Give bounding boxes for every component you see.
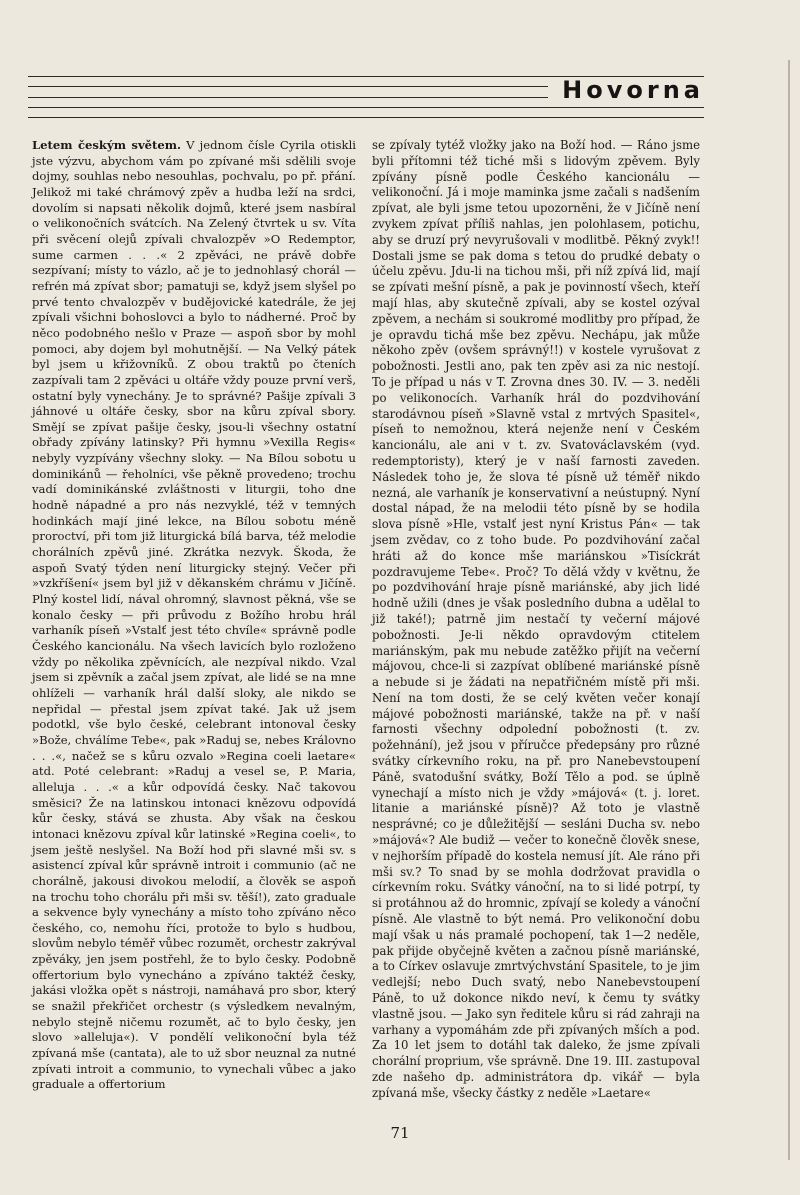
section-title: Hovorna [562, 76, 704, 104]
page-edge-mark [788, 60, 790, 1160]
article-paragraph-left [32, 138, 356, 1093]
header-rule [28, 117, 704, 118]
article-column-right [372, 138, 700, 1102]
article-text-right: se zpívaly tytéž vložky jako na Boží hod. — Ráno jsme byli přítomni též tiché mši s lidovým zpěvem. Byly zpívány písně podle Českého kancionálu — velikonoční. Já i moje maminka jsme začali s nadšením zpívat, ale byli jsme tetou upozorněni, že v Jičíně není zvykem zpívat příliš nahlas, jen polohlasem, potichu, aby se druzí prý nevyrušovali v modlitbě. Pěkný zvyk!! Dostali jsme se pak doma s tetou do prudké debaty o účelu zpěvu. Jdu-li na tichou mši, při níž zpívá lid, mají se zpívati mešní písně, a pak je povinností všech, kteří mají hlas, aby skutečně zpívali, aby se kostel ozýval zpěvem, a nechám si soukromé modlitby pro případ, že je opravdu tichá mše bez zpěvu. Nechápu, jak může někoho zpěv (ovšem správný!!) v kostele vyrušovat z pobožnosti. Jestli ano, pak ten zpěv asi za nic nestojí. To je případ u nás v T. Zrovna dnes 30. IV. — 3. neděli po velikonocích. Varhaník hrál do pozdvihování starodávnou píseň »Slavně vstal z mrtvých Spasitel«, píseň to nemožnou, která nejenže není v Českém kancionálu, ale ani v t. zv. Svatováclavském (vyd. redemptoristy), který je v naší farnosti zaveden. Následek toho je, že slova té písně už téměř nikdo nezná, ale varhaník je konservativní a neústupný. Nyní dostal nápad, že na melodii této písně by se hodila slova písně »Hle, vstalť jest nyní Kristus Pán« — tak jsem zvědav, co z toho bude. Po pozdvihování začal hráti až do konce mše mariánskou »Tisíckrát pozdravujeme Tebe«. Proč? To dělá vždy v květnu, že po pozdvihování hraje písně mariánské, aby jich lidé hodně užili (dnes je však posledního dubna a udělal to již také!); patrně jim nestačí ty večerní májové pobožnosti. Je-li někdo opravdovým ctitelem mariánským, pak mu nebude zatěžko přijít na večerní májovou, chce-li si zazpívat oblíbené mariánské písně a nebude si je žádati na nepatřičném místě při mši. Není na tom dosti, že se celý květen večer konají májové pobožnosti mariánské, takže na př. v naší farnosti všechny odpolední pobožnosti (t. zv. požehnání), jež jsou v příručce předepsány pro různé svátky církevního roku, na př. pro Nanebevstoupení Páně, svatodušní svátky, Boží Tělo a pod. se úplně vynechají a místo nich je vždy »májová« (t. j. loret. litanie a mariánské písně)? Až toto je vlastně nesprávné; co je důležitější — sesláni Ducha sv. nebo »májová«? Ale budiž — večer to konečně člověk snese, v nejhorším případě do kostela nemusí jít. Ale ráno při mši sv.? To snad by se mohla dodržovat pravidla o církevním roku. Svátky vánoční, na to si lidé potrpí, ty si protáhnou až do hromnic, zpívají se koledy a vánoční písně. Ale vlastně to být nemá. Pro velikonoční dobu mají však u nás pramalé pochopení, tak 1—2 neděle, pak přijde obyčejně květen a začnou písně mariánské, a to Církev oslavuje zmrtvýchvstání Spasitele, to je jim vedlejší; nebo Duch svatý, nebo Nanebevstoupení Páně, to už dokonce nikdo neví, k čemu ty svátky vlastně jsou. — Jako syn ředitele kůru si rád zahraji na varhany a vypomáhám zde při zpívaných mších a pod. Za 10 let jsem to dotáhl tak daleko, že jsme zpívali chorální proprium, vše správně. Dne 19. III. zastupoval zde našeho dp. administrátora dp. vikář — byla zpívaná mše, všecky částky z neděle »Laetare« [372, 138, 700, 1100]
section-header [28, 72, 704, 132]
page-number: 71 [390, 1124, 410, 1142]
article-text-left: V jednom čísle Cyrila otiskli jste výzvu, abychom vám po zpívané mši sdělili svoje dojmy, souhlas nebo nesouhlas, pochvalu, po př. přání. Jelikož mi také chrámový zpěv a hudba leží na srdci, dovolím si napsati několik dojmů, které jsem nasbíral o velikonočních svátcích. Na Zelený čtvrtek u sv. Víta při svěcení olejů zpívali chvalozpěv »O Redemptor, sume carmen . . .« 2 zpěváci, ne právě dobře sezpívaní; místy to vázlo, ač je to jednohlasý chorál — refrén má zpívat sbor; pamatuji se, když jsem slyšel po prvé tento chvalozpěv v budějovické katedrále, že jej zpívali všichni bohoslovci a bylo to nádherné. Proč by něco podobného nešlo v Praze — aspoň sbor by mohl pomoci, aby dojem byl mohutnější. — Na Velký pátek byl jsem u křižovníků. Z obou traktů po čteních zazpívali tam 2 zpěváci u oltáře vždy pouze první verš, ostatní byly vynechány. Je to správné? Pašije zpívali 3 jáhnové u oltáře česky, sbor na kůru zpíval sbory. Smějí se zpívat pašije česky, jsou-li všechny ostatní obřady zpívány latinsky? Při hymnu »Vexilla Regis« nebyly vyzpívány všechny sloky. — Na Bílou sobotu u dominikánů — řeholníci, vše pěkně provedeno; trochu vadí dominikánské zvláštnosti v liturgii, toho dne hodně nápadné a pro nás nezvyklé, též v temných hodinkách mají jiné lekce, na Bílou sobotu méně proroctví, při tom již liturgická bílá barva, též melodie chorálních zpěvů jiné. Zkrátka nezvyk. Škoda, že aspoň Svatý týden není liturgicky stejný. Večer při »vzkříšení« jsem byl již v děkanském chrámu v Jičíně. Plný kostel lidí, nával ohromný, slavnost pěkná, vše se konalo česky — při průvodu z Božího hrobu hrál varhaník píseň »Vstalť jest této chvíle« správně podle Českého kancionálu. Na všech lavicích bylo rozloženo vždy po několika zpěvnících, ale nezpíval nikdo. Vzal jsem si zpěvník a začal jsem zpívat, ale lidé se na mne ohlíželi — varhaník hrál další sloky, ale nikdo se nepřidal — přestal jsem zpívat také. Jak už jsem podotkl, vše bylo české, celebrant intonoval česky »Bože, chválíme Tebe«, pak »Raduj se, nebes Královno . . .«, načež se s kůru ozvalo »Regina coeli laetare« atd. Poté celebrant: »Raduj a vesel se, P. Maria, alleluja . . .« a kůr odpovídá česky. Nač takovou směsici? Že na latinskou intonaci knězovu odpovídá kůr česky, stává se zhusta. Aby však na českou intonaci knězovu zpíval kůr latinské »Regina coeli«, to jsem ještě neslyšel. Na Boží hod při slavné mši sv. s asistencí zpíval kůr správně introit i communio (ač ne chorálně, jakousi divokou melodií, a člověk se aspoň na trochu toho chorálu při mši sv. těší!), zato graduale a sekvence byly vynechány a místo toho zpíváno něco českého, co, nemohu říci, protože to bylo s hudbou, slovům nebylo téměř vůbec rozumět, orchestr zakrýval zpěváky, jen jsem postřehl, že to bylo česky. Podobně offertorium bylo vynecháno a zpíváno taktéž česky, jakási vložka opět s nástroji, namáhavá pro sbor, který se snažil překřičet orchestr (s výsledkem nevalným, nebylo stejně ničemu rozumět, ač to bylo česky, jen slovo »alleluja«). V pondělí velikonoční byla též zpívaná mše (cantata), ale to už sbor neuznal za nutné zpívati introit a communio, to vynechali vůbec a jako graduale a offertorium [32, 138, 356, 1092]
article-column-left [32, 138, 356, 1093]
article-lead: Letem českým světem. [32, 138, 182, 152]
header-rule [28, 107, 704, 108]
header-rule [28, 86, 548, 87]
header-rule [28, 97, 548, 98]
